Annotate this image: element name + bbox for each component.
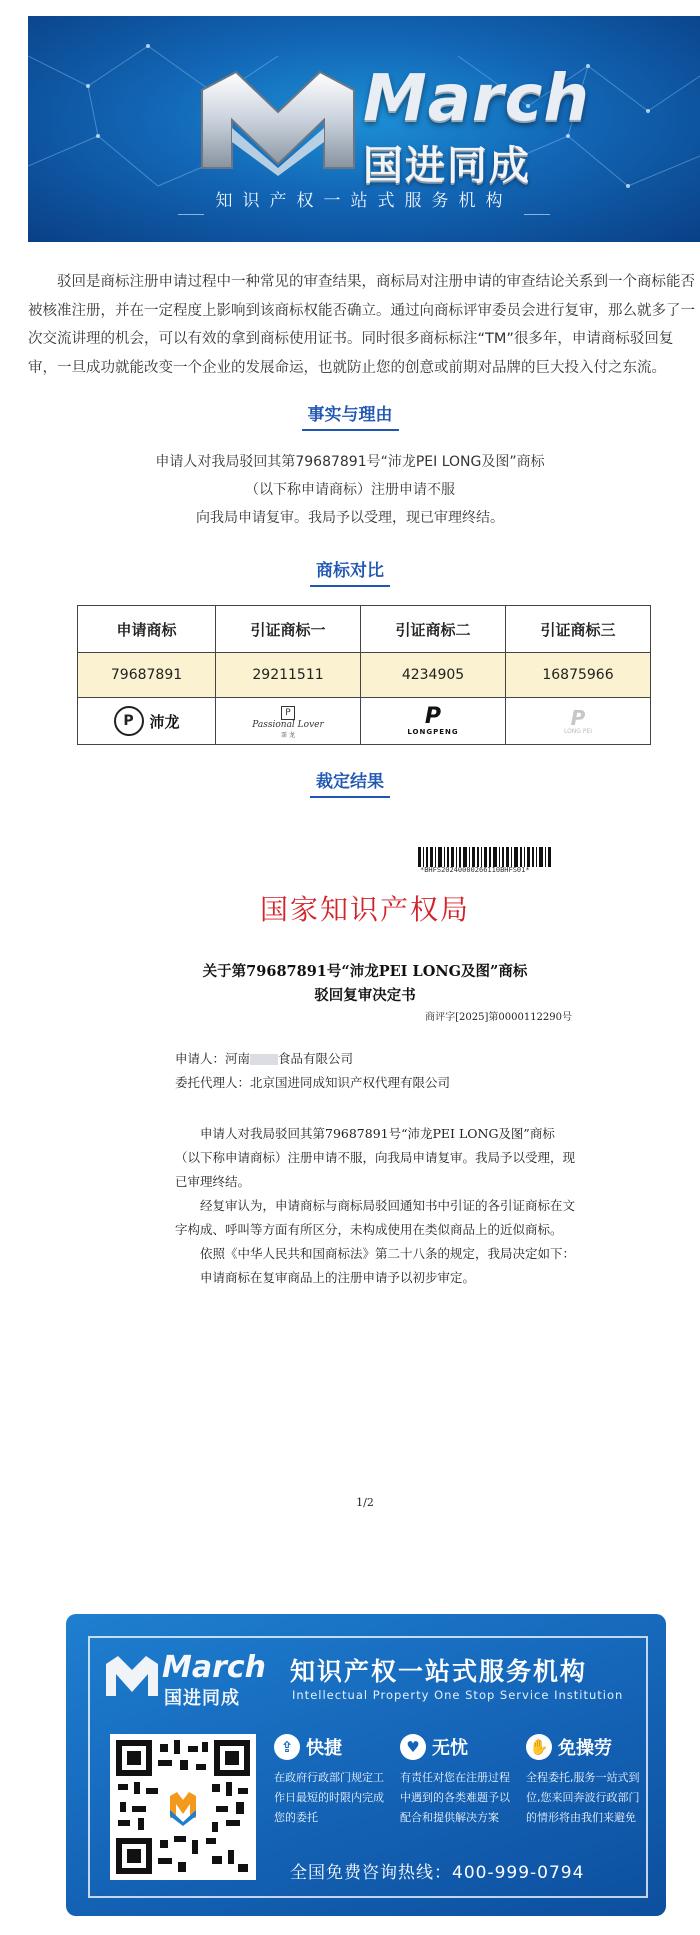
agency-name: 国家知识产权局 [259,893,470,926]
facts-line-3: 向我局申请复审。我局予以受理，现已审理终结。 [196,510,504,526]
hotline-text: 全国免费咨询热线：400-999-0794 [290,1863,585,1883]
thumbs-up-icon: ✋ [526,1734,552,1760]
longpei-logo-letter: P [570,705,586,730]
feature-no-hassle-desc: 全程委托,服务一站式到位,您来回奔波行政部门的情形将由我们来避免 [526,1771,640,1824]
feature-fast [274,1734,394,1828]
cited-mark-1-number: 29211511 [216,653,361,698]
section-heading-result [0,767,700,798]
table-row-marks [78,698,651,745]
lightning-icon: ⇪ [274,1734,300,1760]
march-logo-icon [198,68,358,178]
passional-lover-logo [252,704,324,742]
decision-paragraph-3: 依照《中华人民共和国商标法》第二十八条的规定，我局决定如下： [200,1246,576,1261]
facts-line-2: （以下称申请商标）注册申请不服 [245,482,455,498]
agent-line: 委托代理人：北京国进同成知识产权代理有限公司 [175,1075,451,1090]
facts-line-1: 申请人对我局驳回其第79687891号“沛龙PEI LONG及图”商标 [155,454,545,470]
longpeng-logo-letter: P [424,704,442,729]
qr-code [110,1734,256,1880]
cited-mark-1-image [216,698,361,745]
decision-paragraph-4: 申请商标在复审商品上的注册申请予以初步审定。 [200,1270,476,1285]
feature-fast-desc: 在政府行政部门规定工作日最短的时限内完成您的委托 [274,1771,384,1824]
decision-title-line-2: 驳回复审决定书 [314,987,416,1004]
header-banner [28,16,700,242]
redacted-block [250,1054,278,1065]
trademark-comparison-table [77,605,651,745]
header-applied-mark: 申请商标 [78,606,216,653]
banner-tagline: 知识产权一站式服务机构 [215,191,513,211]
facts-text [0,448,700,532]
longpei-logo-text: LONG PEI [563,727,593,735]
feature-no-hassle-head [526,1734,646,1760]
feature-worry-free-head [400,1734,520,1760]
card-title: 知识产权一站式服务机构 [290,1657,588,1686]
header-cited-mark-3: 引证商标三 [505,606,650,653]
passional-lover-emblem: P [281,706,295,720]
longpeng-logo-text: LONGPENG [407,728,459,736]
header-cited-mark-1: 引证商标一 [216,606,361,653]
longpei-logo [564,702,592,740]
peilong-logo-circle: P [114,706,144,736]
march-logo-small-icon [104,1654,160,1698]
barcode-text: *BHFS20240000266110BHFS01* [420,866,530,874]
section-heading-result-text: 裁定结果 [310,767,390,798]
brand-logo [198,62,590,189]
decision-number: 商评字[2025]第0000112290号 [425,1012,572,1023]
applicant-rest: 食品有限公司 [278,1051,354,1066]
peilong-logo-text: 沛龙 [149,712,180,731]
tagline-rule-right [524,214,550,215]
feature-worry-free-desc: 有责任对您在注册过程中遇到的各类难题予以配合和提供解决方案 [400,1771,510,1824]
decision-paragraph-1: 申请人对我局驳回其第79687891号“沛龙PEI LONG及图”商标（以下称申请商标）注册申请不服，向我局申请复审。我局予以受理，现已审理终结。 [175,1126,576,1189]
feature-no-hassle-name: 免操劳 [558,1738,612,1759]
feature-worry-free [400,1734,520,1828]
decision-paragraph-2: 经复审认为，申请商标与商标局驳回通知书中引证的各引证商标在文字构成、呼叫等方面有所区分，未构成使用在类似商品上的近似商标。 [175,1198,576,1237]
decision-body [175,1122,575,1290]
peilong-logo [114,702,180,740]
cited-mark-3-image [505,698,650,745]
contact-card-frame [88,1636,648,1898]
feature-fast-name: 快捷 [306,1738,342,1759]
intro-paragraph: 驳回是商标注册申请过程中一种常见的审查结果，商标局对注册申请的审查结论关系到一个商标能否被核准注册，并在一定程度上影响到该商标权能否确立。通过向商标评审委员会进行复审，那么就多了一次交流讲理的机会，可以有效的拿到商标使用证书。同时很多商标标注“TM”很多年，申请商标驳回复审，一旦成功就能改变一个企业的发展命运，也就防止您的创意或前期对品牌的巨大投入付之东流。 [28,274,695,376]
qr-code-icon [116,1740,250,1874]
section-heading-facts [0,400,700,431]
feature-no-hassle [526,1734,646,1828]
applicant-label: 申请人：河南 [175,1051,251,1066]
cited-mark-2-image [361,698,506,745]
applied-mark-number: 79687891 [78,653,216,698]
table-row-numbers [78,653,651,698]
passional-lover-cn: 霈 龙 [281,732,295,740]
page-number: 1/2 [356,1496,374,1509]
feature-worry-free-name: 无忧 [432,1738,468,1759]
heart-icon: ♥ [400,1734,426,1760]
section-heading-compare [0,556,700,587]
cited-mark-3-number: 16875966 [505,653,650,698]
barcode-image [418,847,553,867]
feature-fast-head [274,1734,394,1760]
logo-chinese-name: 国进同成 [363,143,531,189]
section-heading-compare-text: 商标对比 [310,556,390,587]
applicant-line [175,1047,575,1071]
card-logo-wordmark: March [162,1650,267,1685]
passional-lover-text: Passional Lover [252,720,324,731]
decision-parties [175,1047,575,1095]
applied-mark-image [78,698,216,745]
table-header-row [78,606,651,653]
cited-mark-2-number: 4234905 [361,653,506,698]
section-heading-facts-text: 事实与理由 [302,400,399,431]
tagline-rule-left [178,214,204,215]
decision-title [0,960,700,1008]
header-cited-mark-2: 引证商标二 [361,606,506,653]
decision-title-line-1: 关于第79687891号“沛龙PEI LONG及图”商标 [202,963,528,980]
longpeng-logo [407,702,458,740]
logo-wordmark: March [363,62,590,136]
card-subtitle: Intellectual Property One Stop Service Institution [292,1688,624,1702]
contact-card [66,1614,666,1916]
card-logo-chinese-name: 国进同成 [164,1688,240,1709]
